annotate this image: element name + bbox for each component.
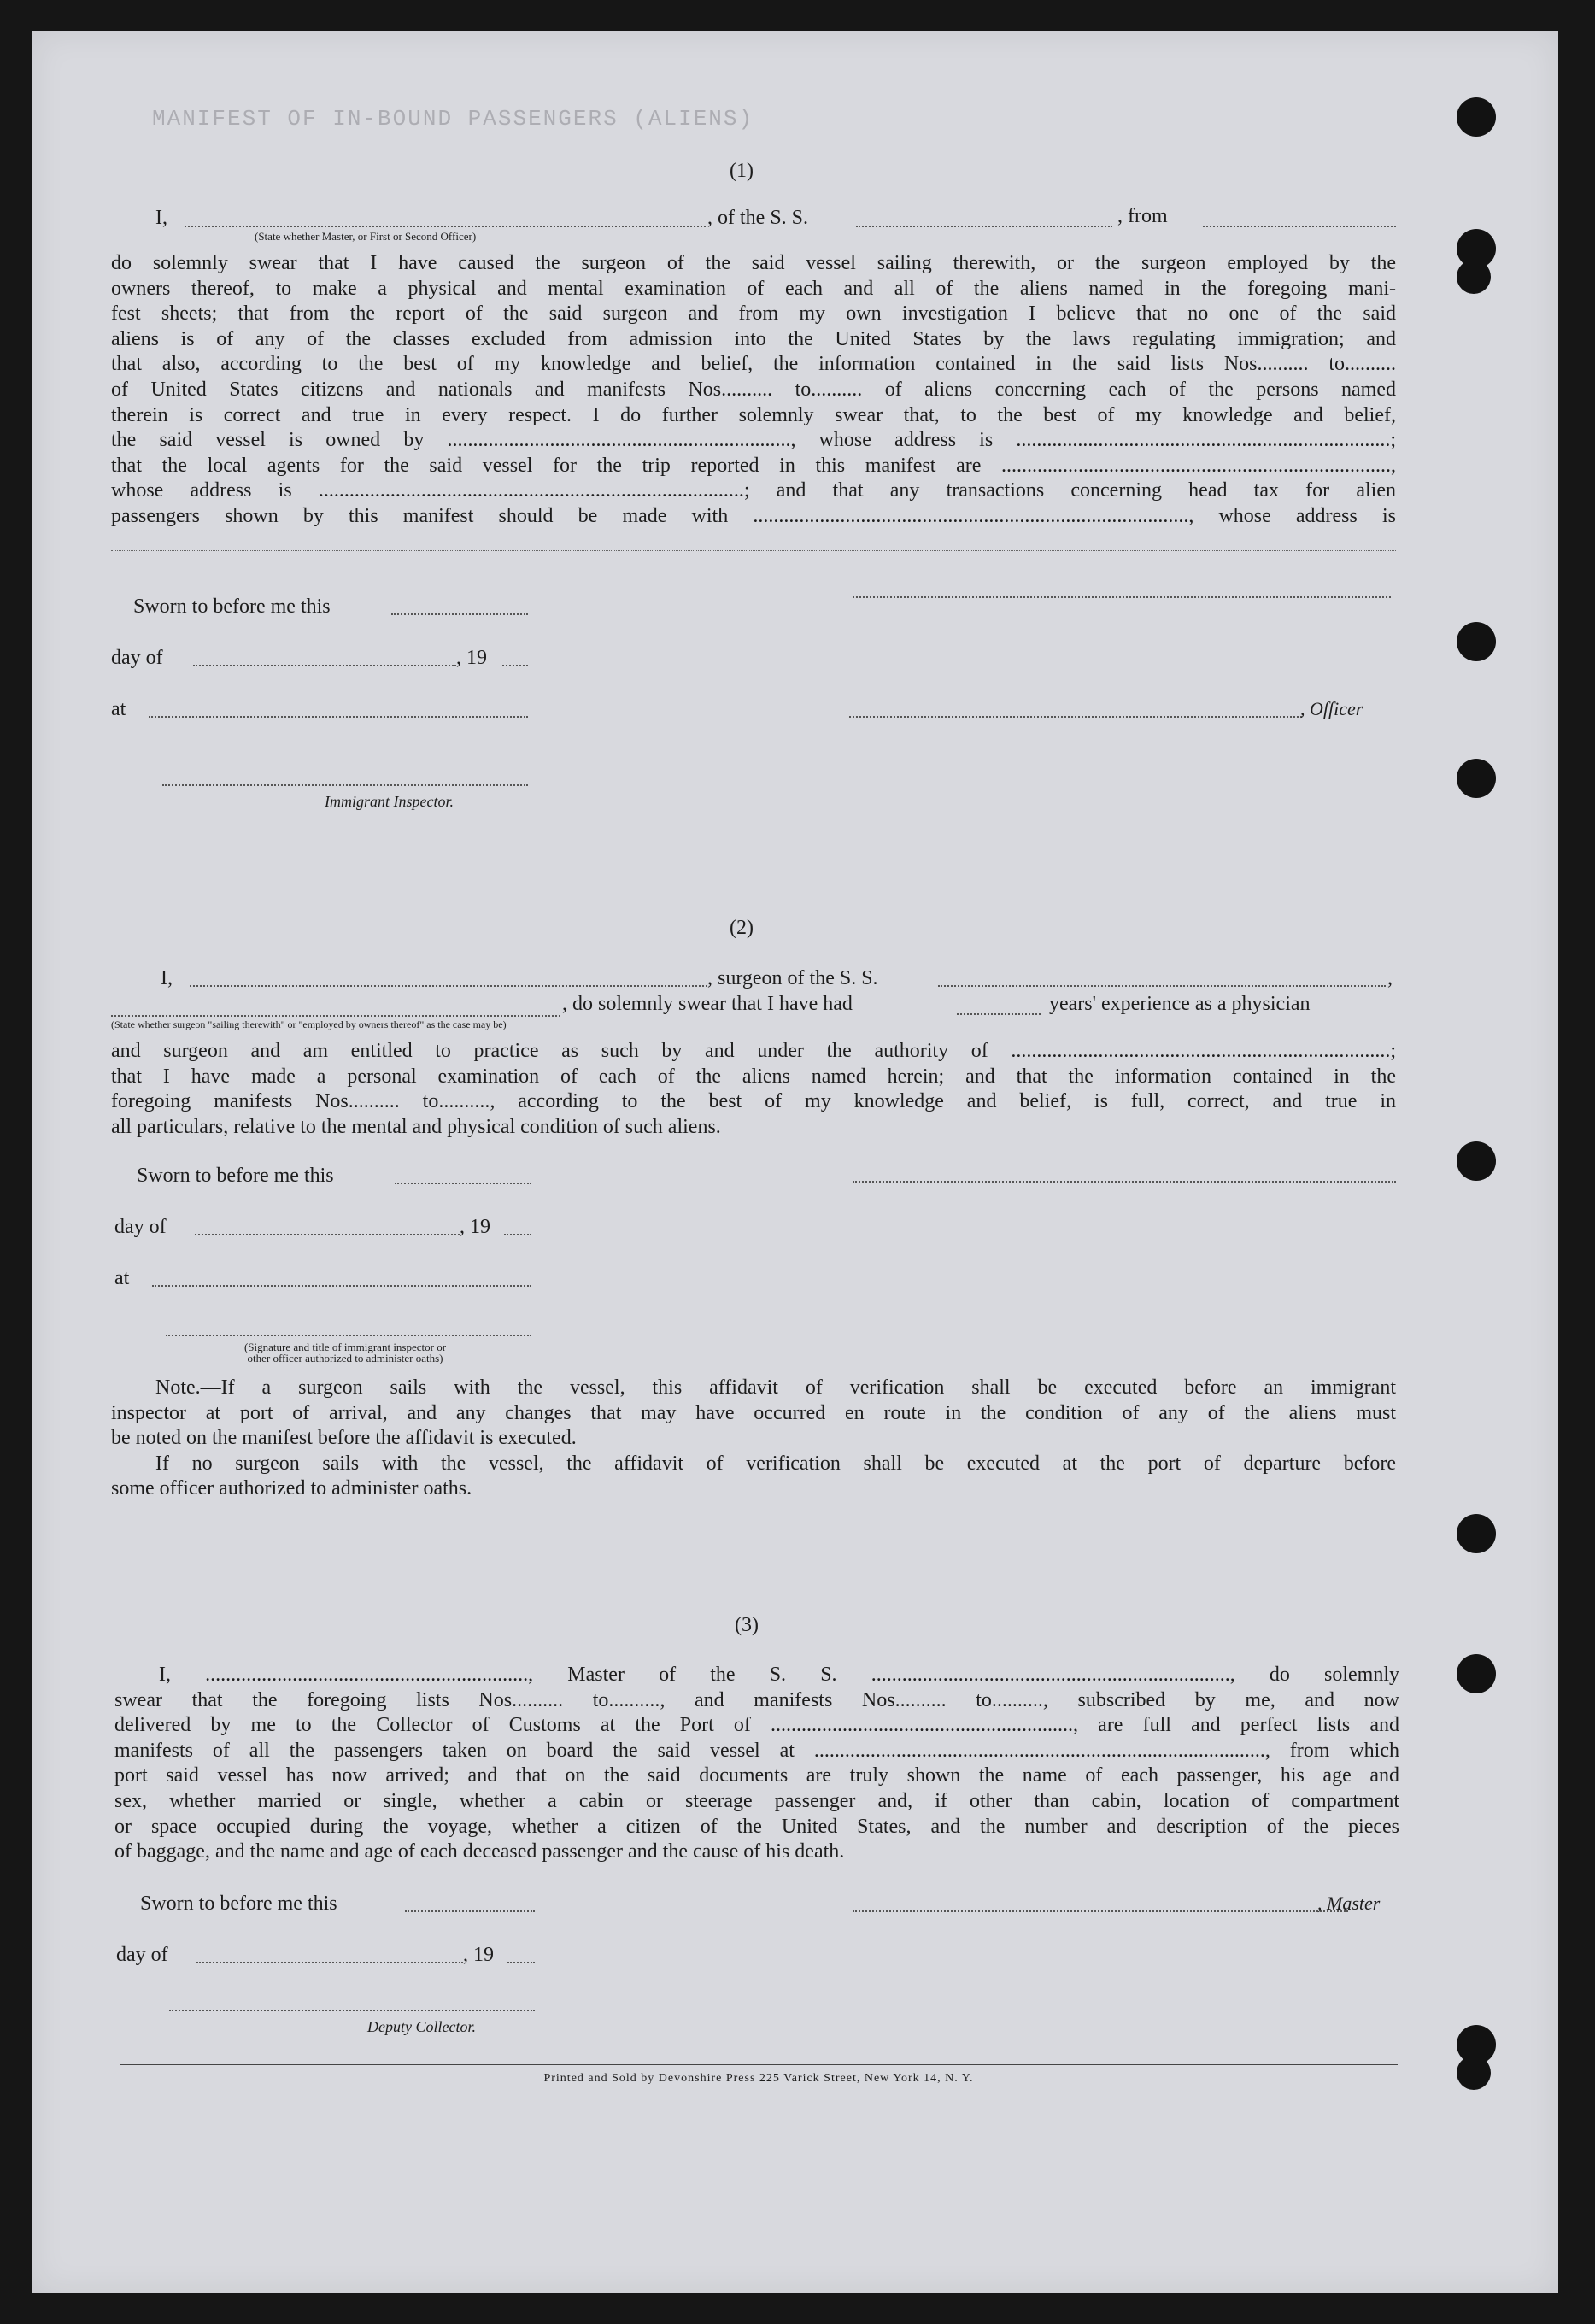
surgeon-of-ss-label: , surgeon of the S. S. xyxy=(707,967,878,989)
officer-title: , Officer xyxy=(1300,698,1363,719)
body-line: therein is correct and true in every respect. I do further solemnly swear that, to the best of my knowledge and belief, xyxy=(111,403,1396,426)
section-number-3: (3) xyxy=(735,1614,759,1636)
year-label-1: , 19 xyxy=(456,647,487,669)
ship-name-field[interactable] xyxy=(856,226,1112,227)
year-field-1[interactable] xyxy=(502,665,528,666)
note-line: Note.—If a surgeon sails with the vessel, this affidavit of verification shall be executed before an immigrant xyxy=(155,1376,1396,1399)
body-line: passengers shown by this manifest should be made with ....................................................................................., whose address is xyxy=(111,504,1396,527)
at-label-1: at xyxy=(111,698,126,720)
surgeon-ship-field[interactable] xyxy=(938,985,1386,987)
inspector-title: Immigrant Inspector. xyxy=(325,793,454,810)
sworn-label-2: Sworn to before me this xyxy=(137,1165,334,1187)
inspector-signature-line[interactable] xyxy=(162,784,528,786)
body-line: that also, according to the best of my knowledge and belief, the information contained in the said lists Nos.......... to.......... xyxy=(111,353,1396,376)
body-line: owners thereof, to make a physical and mental examination of each and all of the aliens named in the foregoing mani- xyxy=(111,277,1396,300)
year-field-2[interactable] xyxy=(504,1234,531,1235)
section-number-1: (1) xyxy=(730,160,754,182)
year-label-2: , 19 xyxy=(460,1216,490,1238)
officer-field[interactable] xyxy=(185,226,706,227)
sig-hint-1: (Signature and title of immigrant inspector or xyxy=(243,1341,447,1353)
officer-signature-line[interactable] xyxy=(853,596,1391,598)
surgeon-name-field[interactable] xyxy=(190,985,707,987)
body-line: fest sheets; that from the report of the said surgeon and from my own investigation I believe that no one of the said xyxy=(111,302,1396,326)
collector-title: Deputy Collector. xyxy=(367,2018,476,2035)
body-line: and surgeon and am entitled to practice as such by and under the authority of ..........................................................................; xyxy=(111,1040,1396,1062)
document-page xyxy=(32,31,1558,2293)
body-line: foregoing manifests Nos.......... to.........., according to the best of my knowledge and belief, is full, correct, and true in xyxy=(111,1090,1396,1113)
body-line: sex, whether married or single, whether a cabin or steerage passenger and, if other than cabin, location of compartment xyxy=(114,1789,1399,1812)
body-line: that I have made a personal examination of each of the aliens named herein; and that the information contained in the xyxy=(111,1065,1396,1088)
body-line: delivered by me to the Collector of Customs at the Port of ..........................................................., are full and perfect lists and xyxy=(114,1714,1399,1737)
section3-body xyxy=(114,1663,1399,1865)
year-label-3: , 19 xyxy=(463,1944,494,1966)
master-title: , Master xyxy=(1317,1893,1381,1914)
sworn-date-field-3[interactable] xyxy=(405,1910,535,1912)
year-field-3[interactable] xyxy=(507,1962,535,1963)
line-end-comma: , xyxy=(1387,967,1393,989)
punch-hole xyxy=(1457,1514,1496,1553)
punch-hole xyxy=(1457,622,1496,661)
note-line: be noted on the manifest before the affidavit is executed. xyxy=(111,1427,577,1450)
surgeon-signature-line[interactable] xyxy=(853,1181,1396,1183)
sworn-label-1: Sworn to before me this xyxy=(133,596,331,618)
master-signature-line[interactable] xyxy=(853,1910,1348,1912)
punch-hole xyxy=(1457,1654,1496,1693)
oath-i-2: I, xyxy=(161,967,173,989)
signature-line-2[interactable] xyxy=(166,1335,531,1336)
oath-i: I, xyxy=(155,207,167,229)
note-line: If no surgeon sails with the vessel, the affidavit of verification shall be executed at the port of departure before xyxy=(155,1452,1396,1475)
body-line: of baggage, and the name and age of each deceased passenger and the cause of his death. xyxy=(114,1840,845,1863)
body-line: manifests of all the passengers taken on board the said vessel at ........................................................................................, from which xyxy=(114,1739,1399,1762)
surgeon-status-field[interactable] xyxy=(111,1015,560,1017)
at-label-2: at xyxy=(114,1267,130,1289)
body-line: do solemnly swear that I have caused the surgeon of the said vessel sailing therewith, or the surgeon employed by the xyxy=(111,252,1396,274)
footer-rule xyxy=(120,2064,1398,2065)
from-port-field[interactable] xyxy=(1203,226,1396,227)
day-of-label-3: day of xyxy=(116,1944,168,1966)
day-of-field-2[interactable] xyxy=(195,1234,460,1235)
punch-hole xyxy=(1457,759,1496,798)
body-line: or space occupied during the voyage, whether a citizen of the United States, and the number and description of the pieces xyxy=(114,1815,1399,1838)
at-field-2[interactable] xyxy=(152,1285,531,1287)
punch-hole xyxy=(1457,260,1491,294)
punch-hole xyxy=(1457,2056,1491,2090)
of-ss-label: , of the S. S. xyxy=(707,207,809,229)
day-of-field-1[interactable] xyxy=(193,665,456,666)
body-line: the said vessel is owned by ..................................................................., whose address is .........................................................................; xyxy=(111,429,1396,452)
day-of-label-1: day of xyxy=(111,647,163,669)
officer-hint: (State whether Master, or First or Second Officer) xyxy=(255,230,477,243)
swear-label-2: , do solemnly swear that I have had xyxy=(562,993,853,1015)
years-label: years' experience as a physician xyxy=(1049,993,1311,1015)
section2-body xyxy=(111,1039,1396,1140)
divider xyxy=(111,550,1396,551)
sworn-label-3: Sworn to before me this xyxy=(140,1893,337,1915)
body-line: whose address is ...................................................................................; and that any transactions concerning head tax for alien xyxy=(111,479,1396,502)
punch-hole xyxy=(1457,97,1496,137)
collector-signature-line[interactable] xyxy=(169,2010,535,2011)
body-line: port said vessel has now arrived; and that on the said documents are truly shown the name of each passenger, his age and xyxy=(114,1764,1399,1787)
officer-name-field[interactable] xyxy=(849,716,1302,718)
day-of-field-3[interactable] xyxy=(196,1962,463,1963)
body-line: all particulars, relative to the mental and physical condition of such aliens. xyxy=(111,1115,721,1138)
ghost-header: MANIFEST OF IN-BOUND PASSENGERS (ALIENS) xyxy=(152,106,754,132)
body-line: I, ..............................................................., Master of the S. S. ......................................................................, do solemnly xyxy=(159,1664,1399,1686)
years-experience-field[interactable] xyxy=(957,1013,1041,1015)
body-line: of United States citizens and nationals and manifests Nos.......... to.......... of aliens concerning each of the persons named xyxy=(111,378,1396,401)
surgeon-hint: (State whether surgeon "sailing therewith" or "employed by owners thereof" as the case may be) xyxy=(111,1018,507,1030)
from-label: , from xyxy=(1117,205,1168,227)
sworn-date-field-2[interactable] xyxy=(395,1183,531,1184)
body-line: swear that the foregoing lists Nos.......... to.........., and manifests Nos.......... to.........., subscribed by me, and now xyxy=(114,1688,1399,1711)
section-number-2: (2) xyxy=(730,917,754,939)
note-line: inspector at port of arrival, and any changes that may have occurred en route in the condition of any of the aliens must xyxy=(111,1401,1396,1424)
printer-imprint: Printed and Sold by Devonshire Press 225 Varick Street, New York 14, N. Y. xyxy=(543,2072,974,2085)
sig-hint-2: other officer authorized to administer oaths) xyxy=(247,1352,443,1364)
section1-body xyxy=(111,251,1396,530)
body-line: that the local agents for the said vessel for the trip reported in this manifest are ............................................................................, xyxy=(111,454,1396,477)
punch-hole xyxy=(1457,1141,1496,1181)
note-block xyxy=(111,1376,1396,1502)
sworn-date-field-1[interactable] xyxy=(391,613,528,615)
body-line: aliens is of any of the classes excluded from admission into the United States by the laws regulating immigration; and xyxy=(111,327,1396,350)
day-of-label-2: day of xyxy=(114,1216,167,1238)
note-line: some officer authorized to administer oaths. xyxy=(111,1477,472,1500)
at-field-1[interactable] xyxy=(149,716,528,718)
